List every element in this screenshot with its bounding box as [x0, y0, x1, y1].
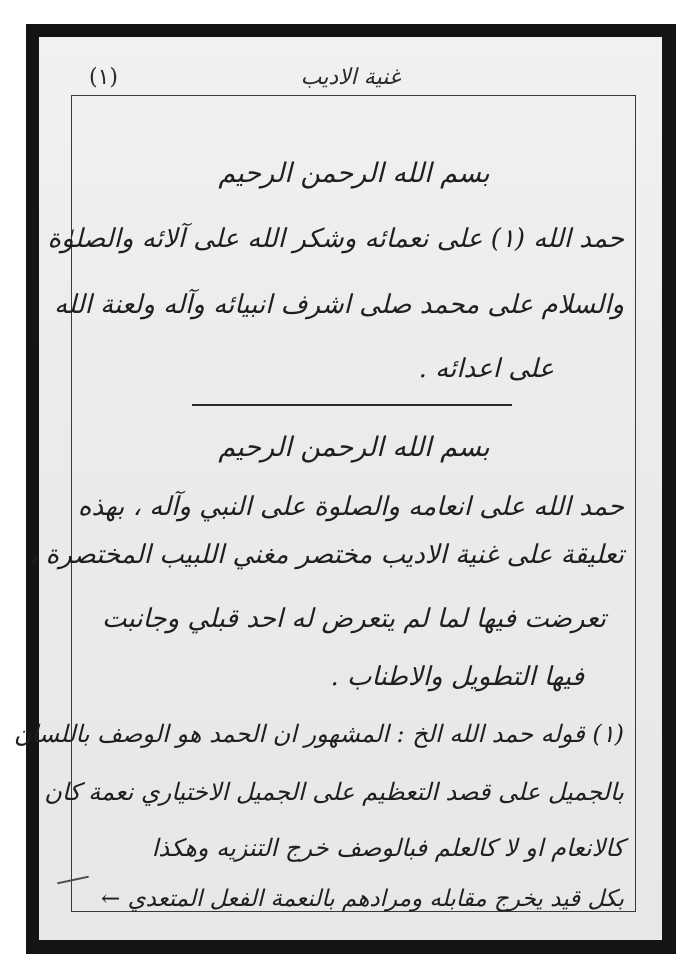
text-line: على اعدائه . — [418, 354, 554, 384]
note-line: بالجميل على قصد التعظيم على الجميل الاختياري نعمة كان — [44, 778, 624, 806]
page-title: غنية الاديب — [300, 65, 401, 90]
text-line: حمد الله على انعامه والصلوة على النبي وآله ، بهذه — [77, 492, 624, 522]
note-line: كالانعام او لا كالعلم فبالوصف خرج التنزيه وهكذا — [151, 834, 624, 862]
page-header — [39, 59, 662, 99]
manuscript-paper — [13, 37, 662, 940]
basmala-2: بسم الله الرحمن الرحيم — [218, 432, 490, 463]
scanned-page — [13, 24, 676, 954]
text-line: فيها التطويل والاطناب . — [330, 662, 584, 692]
section-divider — [192, 404, 512, 406]
page-number: (١) — [89, 65, 119, 90]
text-line: والسلام على محمد صلى اشرف انبيائه وآله ولعنة الله — [54, 290, 624, 320]
text-frame — [13, 95, 636, 912]
note-line: (١) قوله حمد الله الخ : المشهور ان الحمد هو الوصف باللسان — [13, 720, 624, 748]
note-line: بكل قيد يخرج مقابله ومرادهم بالنعمة الفعل المتعدي ← — [100, 886, 624, 912]
text-line: تعليقة على غنية الاديب مختصر مغني اللبيب المختصرة ، — [29, 540, 624, 570]
text-line: حمد الله (١) على نعمائه وشكر الله على آلائه والصلوٰة — [47, 224, 624, 254]
basmala-1: بسم الله الرحمن الرحيم — [218, 158, 490, 189]
text-line: تعرضت فيها لما لم يتعرض له احد قبلي وجانبت — [101, 604, 607, 634]
